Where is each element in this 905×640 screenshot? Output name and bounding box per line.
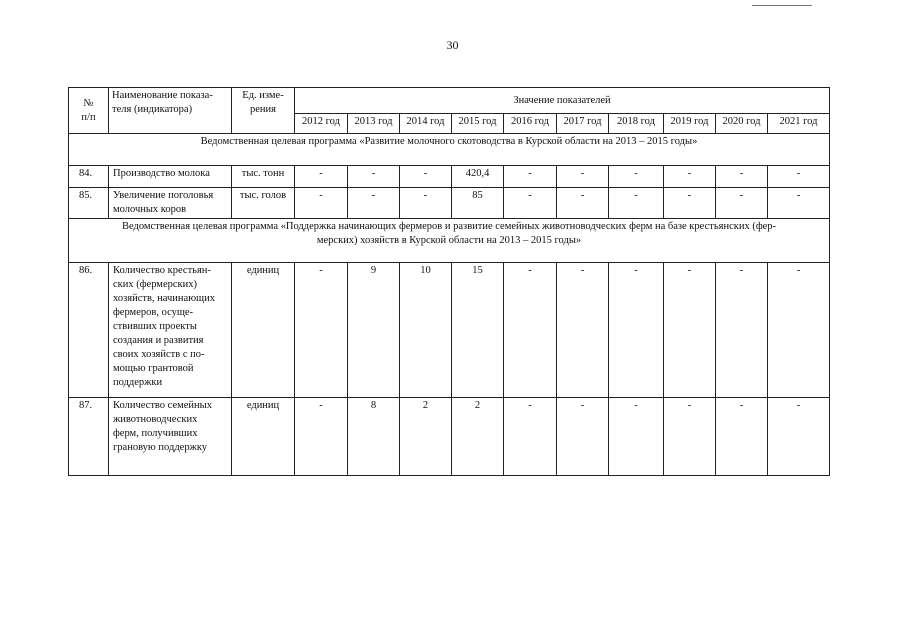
year-2019: 2019 год (664, 114, 716, 134)
value-cell: 15 (452, 263, 504, 398)
program-title: Ведомственная целевая программа «Развитие молочного скотоводства в Курской области на 2013 – 2015 годы» (69, 134, 830, 166)
header-name: Наименование показа- теля (индикатора) (109, 88, 232, 134)
program-row (69, 219, 830, 263)
row-name: Количество семейных животноводческих ферм, получивших грановую поддержку (109, 398, 232, 476)
header-unit: Ед. изме- рения (232, 88, 295, 134)
value-cell: - (557, 398, 609, 476)
value-cell: - (295, 398, 348, 476)
year-2015: 2015 год (452, 114, 504, 134)
row-name: Увеличение поголовья молочных коров (109, 188, 232, 219)
header-values-group: Значение показателей (295, 88, 830, 114)
indicators-table (68, 87, 830, 476)
value-cell: 8 (348, 398, 400, 476)
value-cell: - (295, 188, 348, 219)
value-cell: - (348, 166, 400, 188)
value-cell: - (768, 263, 830, 398)
program-row (69, 134, 830, 166)
row-unit: тыс. голов (232, 188, 295, 219)
row-num: 86. (69, 263, 109, 398)
row-unit: единиц (232, 398, 295, 476)
value-cell: - (504, 166, 557, 188)
value-cell: - (557, 263, 609, 398)
table-row (69, 263, 830, 398)
value-cell: - (609, 166, 664, 188)
value-cell: - (664, 398, 716, 476)
value-cell: - (400, 188, 452, 219)
value-cell: - (768, 398, 830, 476)
program-title: Ведомственная целевая программа «Поддержка начинающих фермеров и развитие семейных животноводческих ферм на базе крестьянских (фер- мерских) хозяйств в Курской области на 2013 – 2015 годы» (69, 219, 830, 263)
row-name: Производство молока (109, 166, 232, 188)
value-cell: 10 (400, 263, 452, 398)
value-cell: - (716, 263, 768, 398)
page-number: 30 (446, 38, 459, 52)
year-2012: 2012 год (295, 114, 348, 134)
row-unit: тыс. тонн (232, 166, 295, 188)
value-cell: - (295, 263, 348, 398)
value-cell: - (348, 188, 400, 219)
value-cell: - (400, 166, 452, 188)
value-cell: - (609, 398, 664, 476)
row-name: Количество крестьян- ских (фермерских) хозяйств, начинающих фермеров, осуще- ствивших проекты создания и развития своих хозяйств с по- мощью грантовой поддержки (109, 263, 232, 398)
table-row (69, 398, 830, 476)
year-2016: 2016 год (504, 114, 557, 134)
header-num: № п/п (69, 88, 109, 134)
value-cell: 85 (452, 188, 504, 219)
row-unit: единиц (232, 263, 295, 398)
value-cell: - (504, 398, 557, 476)
value-cell: 420,4 (452, 166, 504, 188)
value-cell: - (609, 188, 664, 219)
value-cell: - (716, 188, 768, 219)
year-2018: 2018 год (609, 114, 664, 134)
value-cell: - (557, 188, 609, 219)
year-2017: 2017 год (557, 114, 609, 134)
value-cell: 2 (400, 398, 452, 476)
value-cell: - (664, 263, 716, 398)
row-num: 84. (69, 166, 109, 188)
table-row (69, 188, 830, 219)
year-2021: 2021 год (768, 114, 830, 134)
header-row (69, 88, 830, 114)
value-cell: - (664, 188, 716, 219)
value-cell: - (716, 166, 768, 188)
value-cell: 2 (452, 398, 504, 476)
row-num: 85. (69, 188, 109, 219)
value-cell: - (768, 188, 830, 219)
value-cell: - (716, 398, 768, 476)
year-2020: 2020 год (716, 114, 768, 134)
year-2014: 2014 год (400, 114, 452, 134)
top-rule (752, 5, 812, 6)
table-row (69, 166, 830, 188)
row-num: 87. (69, 398, 109, 476)
value-cell: - (504, 263, 557, 398)
value-cell: 9 (348, 263, 400, 398)
value-cell: - (664, 166, 716, 188)
value-cell: - (295, 166, 348, 188)
value-cell: - (768, 166, 830, 188)
value-cell: - (609, 263, 664, 398)
value-cell: - (504, 188, 557, 219)
value-cell: - (557, 166, 609, 188)
year-2013: 2013 год (348, 114, 400, 134)
